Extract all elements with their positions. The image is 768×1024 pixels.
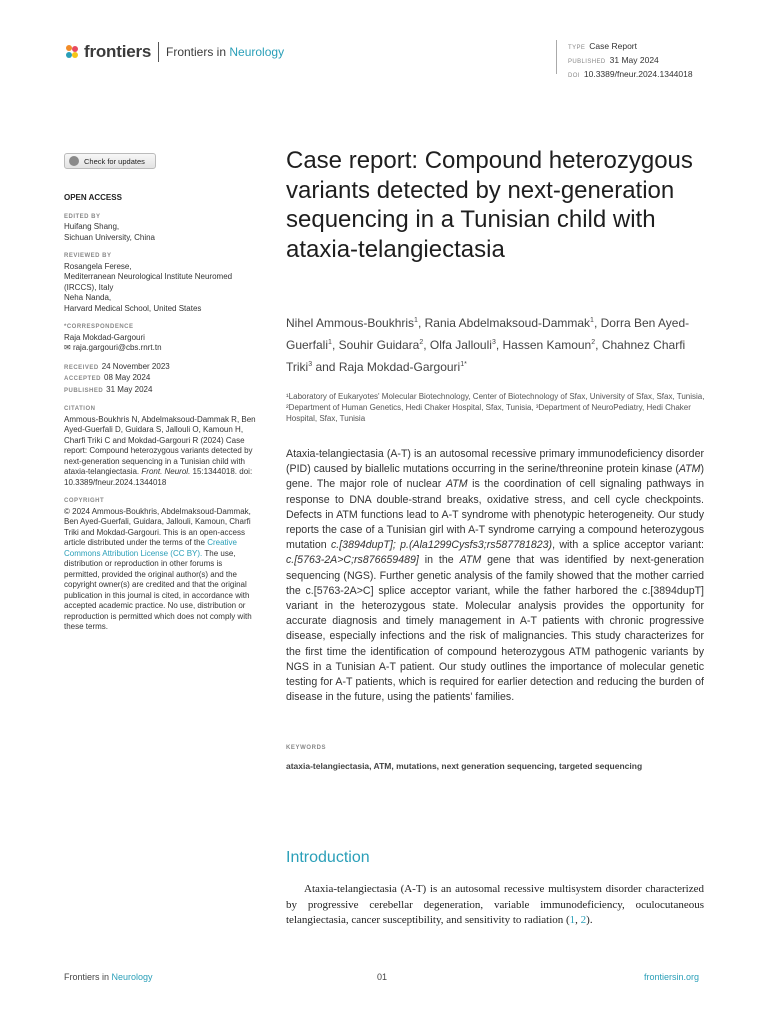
abstract-text: , with a splice acceptor variant: <box>552 539 704 552</box>
check-updates-button[interactable] <box>64 153 156 169</box>
license-link[interactable]: Creative Commons Attribution License (CC BY). <box>64 538 237 558</box>
published-label: PUBLISHED <box>64 387 104 394</box>
footer-site-link[interactable]: frontiersin.org <box>644 972 700 982</box>
author-name: Chahnez Charfi Triki <box>286 338 686 374</box>
reference-link[interactable]: 1 <box>569 914 576 926</box>
gene-name: ATM <box>459 554 482 567</box>
journal-name[interactable] <box>166 45 284 59</box>
journal-prefix: Frontiers in <box>166 45 227 59</box>
article-title: Case report: Compound heterozygous variants detected by next-generation sequencing in a Tunisian child with ataxia-telangiectasia <box>286 147 693 263</box>
copyright-section <box>64 496 260 633</box>
copyright-text-2: The use, distribution or reproduction in other forums is permitted, provided the original author(s) and the copyright owner(s) are credited and that the original publication in this journal is cited, in accordance with accepted academic practice. No use, distribution or reproduction is permitted which does not comply with these terms. <box>64 548 252 631</box>
author[interactable] <box>339 360 467 374</box>
copyright-text: © 2024 Ammous-Boukhris, Abdelmaksoud-Dammak, Ben Ayed-Guerfali, Guidara, Jallouli, Kamoun, Charfi Triki and Mokdad-Gargouri. This is an open-access article distributed under the terms of the <box>64 506 251 547</box>
author-name: Raja Mokdad-Gargouri <box>338 360 461 374</box>
author-affil-sup: 3 <box>491 339 496 346</box>
citation-volume: 15:1344018. <box>192 467 238 476</box>
author-affil-sup: 2 <box>419 339 424 346</box>
correspondence-email-row[interactable] <box>64 343 260 354</box>
gene-name: ATM <box>445 478 468 491</box>
author-separator: , <box>595 338 602 352</box>
reviewed-by-section <box>64 251 260 314</box>
edited-by-section <box>64 212 260 244</box>
footer-journal-prefix: Frontiers in <box>64 972 110 982</box>
editor-affiliation: Sichuan University, China <box>64 232 156 242</box>
footer-journal-name: Neurology <box>111 972 153 982</box>
section-heading: Introduction <box>286 849 370 866</box>
accepted-date: 08 May 2024 <box>104 373 151 382</box>
open-access-label: OPEN ACCESS <box>64 193 122 202</box>
abstract-text: gene that was identified by next-generation sequencing (NGS). Further genetic analysis of the family showed that the mother carried the c.[5763-2A>C] splice acceptor variant, while the father harbored the c.[3894dupT] variant in the heterozygous state. Molecular analysis provides the opportunity for accurate diagnosis and timely management in A-T patients with chronic progressive disease, especially infections and the risk of malignancies. This study characterizes for the first time the identification of compound heterozygous ATM pathogenic variants by NGS in a Tunisian A-T patient. Our study outlines the importance of molecular genetic testing for A-T patients, which is required for earlier detection and reducing the burden of disease in the future, using the patients' families. <box>286 554 704 704</box>
keywords: ataxia-telangiectasia, ATM, mutations, next generation sequencing, targeted sequencing <box>286 761 643 771</box>
author-separator: , <box>495 338 503 352</box>
type-label: TYPE <box>568 45 586 51</box>
author-name: Dorra Ben Ayed-Guerfali <box>286 316 690 352</box>
reviewer-name: Neha Nanda, <box>64 293 112 302</box>
author-name: Souhir Guidara <box>338 338 420 352</box>
ref-separator: , <box>575 914 581 926</box>
author[interactable] <box>339 338 424 352</box>
author-separator: , <box>417 316 425 330</box>
intro-paragraph <box>286 882 704 929</box>
article-sidebar <box>64 193 260 641</box>
author-name: Rania Abdelmaksoud-Dammak <box>424 316 591 330</box>
author-affil-sup: 3 <box>308 361 313 368</box>
variant-name: c.[5763-2A>C;rs876659489] <box>286 554 419 567</box>
article-meta <box>568 40 693 82</box>
author-separator: , <box>331 338 339 352</box>
reviewer-affiliation: Mediterranean Neurological Institute Neuromed (IRCCS), Italy <box>64 272 233 292</box>
author[interactable] <box>430 338 496 352</box>
author-separator: and <box>312 360 339 374</box>
header-divider <box>158 42 159 62</box>
author-name: Nihel Ammous-Boukhris <box>286 316 415 330</box>
variant-name: c.[3894dupT]; p.(Ala1299Cysfs3;rs587781823) <box>331 539 553 552</box>
published-date: 31 May 2024 <box>106 384 153 394</box>
reviewer-name: Rosangela Ferese, <box>64 261 132 271</box>
update-icon <box>69 156 79 166</box>
doi-value[interactable]: 10.3389/fneur.2024.1344018 <box>583 69 693 79</box>
citation-journal: Front. Neurol. <box>141 467 191 476</box>
citation-doi: doi: 10.3389/fneur.2024.1344018 <box>64 467 253 487</box>
reference-link[interactable]: 2 <box>580 914 587 926</box>
reviewed-by-label: REVIEWED BY <box>64 253 112 259</box>
author-affil-sup: 1 <box>414 317 418 324</box>
author-separator: , <box>593 316 601 330</box>
correspondence-section <box>64 322 260 354</box>
author-affil-sup: 1 <box>328 339 332 346</box>
accepted-label: ACCEPTED <box>64 376 102 382</box>
author[interactable] <box>286 316 418 330</box>
intro-end: ). <box>586 914 593 926</box>
footer-journal <box>64 972 153 982</box>
correspondence-label: *CORRESPONDENCE <box>64 324 134 330</box>
frontiers-logo-icon <box>64 44 80 60</box>
editor-name: Huifang Shang, <box>64 222 120 231</box>
check-updates-label: Check for updates <box>84 156 145 166</box>
meta-divider <box>556 40 557 74</box>
type-value: Case Report <box>589 41 637 51</box>
published-value: 31 May 2024 <box>609 55 659 65</box>
author-name: Hassen Kamoun <box>502 338 592 352</box>
correspondence-email[interactable]: raja.gargouri@cbs.rnrt.tn <box>72 343 162 352</box>
abstract-text: Ataxia-telangiectasia (A-T) is an autosomal recessive primary immunodeficiency disorder (PID) caused by biallelic mutations occurring in the serine/threonine protein kinase ( <box>286 448 704 476</box>
brand-name: frontiers <box>84 42 152 61</box>
author-affil-sup: 2 <box>591 339 596 346</box>
author-affil-sup: 1 <box>590 317 594 324</box>
reviewer-affiliation: Harvard Medical School, United States <box>64 303 202 313</box>
journal-title: Neurology <box>229 45 285 59</box>
citation-label: CITATION <box>64 406 96 412</box>
email-icon: ✉ <box>64 343 73 352</box>
abstract-text: in the <box>418 554 460 567</box>
citation-section <box>64 404 260 488</box>
abstract <box>286 447 704 705</box>
dates-section <box>64 362 260 397</box>
author-affil-sup: 1* <box>460 361 467 368</box>
abstract-text: ) gene. The major role of nuclear <box>286 463 704 491</box>
citation-text: Ammous-Boukhris N, Abdelmaksoud-Dammak R, Ben Ayed-Guerfali D, Guidara S, Jallouli O, Kamoun H, Charfi Triki C and Mokdad-Gargouri R (2024) Case report: Compound heterozygous variants detected by next-generation sequencing in a Tunisian child with ataxia-telangiectasia. <box>64 414 256 476</box>
correspondence-name: Raja Mokdad-Gargouri <box>64 332 145 342</box>
received-label: RECEIVED <box>64 364 99 371</box>
gene-name: ATM <box>678 463 701 476</box>
affiliations: ¹Laboratory of Eukaryotes' Molecular Biotechnology, Center of Biotechnology of Sfax, University of Sfax, Sfax, Tunisia, ²Department of Human Genetics, Hedi Chaker Hospital, Sfax, Tunisia, ³Department of NeuroPediatry, Hedi Chaker Hospital, Sfax, Tunisia <box>286 392 705 423</box>
edited-by-label: EDITED BY <box>64 213 101 220</box>
doi-label: DOI <box>568 73 580 79</box>
page-number: 01 <box>377 972 388 982</box>
author-list <box>286 311 706 377</box>
author[interactable] <box>503 338 596 352</box>
author-separator: , <box>423 338 430 352</box>
copyright-label: COPYRIGHT <box>64 498 105 504</box>
author[interactable] <box>425 316 594 330</box>
author-name: Olfa Jallouli <box>429 338 492 352</box>
received-date: 24 November 2023 <box>101 361 170 371</box>
published-label: PUBLISHED <box>568 59 606 65</box>
keywords-label: KEYWORDS <box>286 745 327 751</box>
abstract-text: is the coordination of cell signaling pathways in response to DNA double-strand breaks, oxidative stress, and cell cycle checkpoints. Defects in ATM functions lead to A-T syndrome with phenotypic heterogeneity. Our study reports the case of a Tunisian girl with A-T syndrome carrying a compound heterozygous mutation <box>286 478 704 552</box>
intro-text: Ataxia-telangiectasia (A-T) is an autosomal recessive multisystem disorder characterized by progressive cerebellar degeneration, variable immunodeficiency, oculocutaneous telangiectasia, cancer susceptibility, and sensitivity to radiation ( <box>286 883 704 926</box>
frontiers-logo[interactable] <box>64 42 151 62</box>
